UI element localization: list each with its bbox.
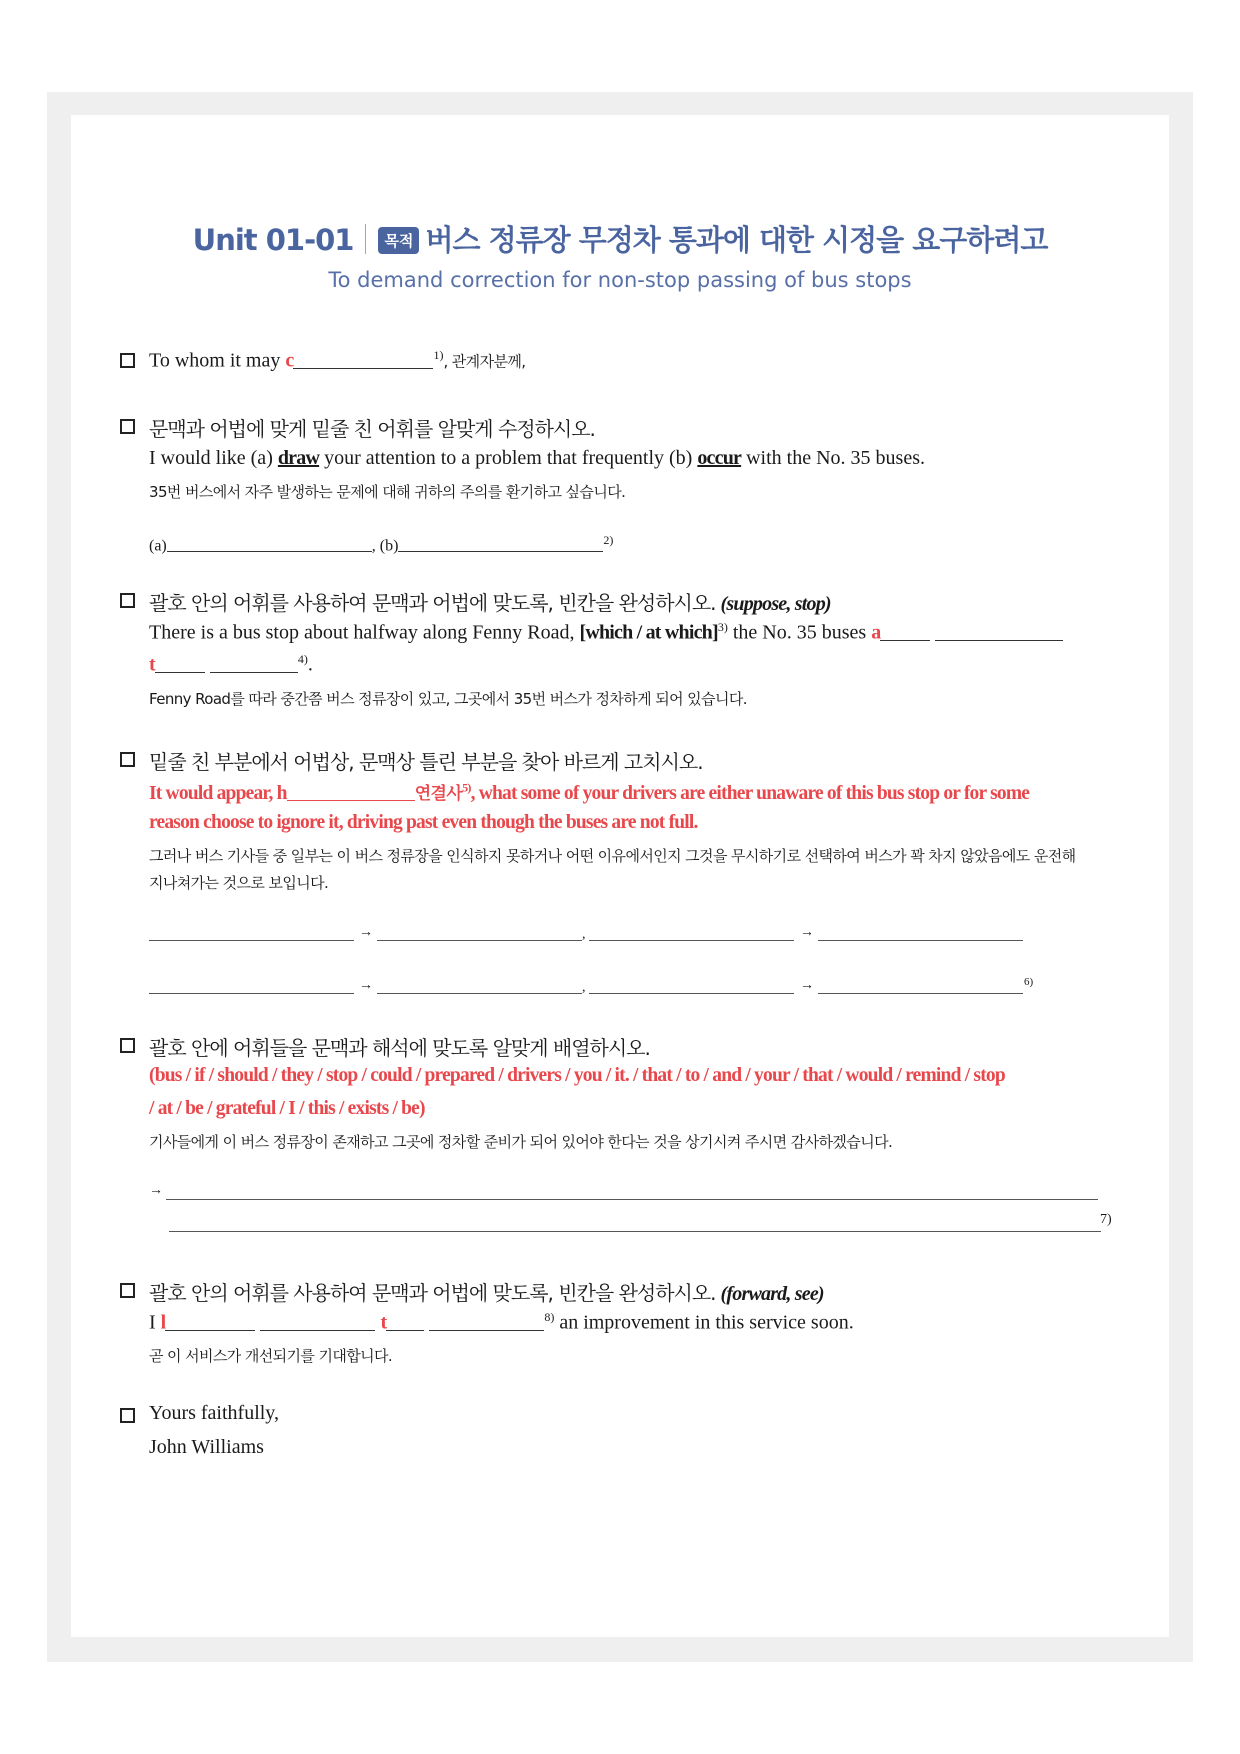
text-span: , what some of your drivers are either unaware of this bus stop or for some — [470, 783, 1030, 804]
q4-sentence — [149, 779, 1029, 805]
text-span: 1) — [433, 348, 444, 362]
text-span: a — [871, 621, 881, 644]
answer-line[interactable] — [589, 993, 794, 994]
answer-blank[interactable] — [165, 1312, 255, 1331]
title-divider — [365, 224, 366, 254]
title-korean: 버스 정류장 무정차 통과에 대한 시정을 요구하려고 — [425, 223, 1048, 257]
text-span: (forward, see) — [720, 1283, 824, 1305]
text-span: . — [307, 653, 313, 676]
answer-blank[interactable] — [260, 1312, 375, 1331]
answer-line[interactable] — [166, 1199, 1098, 1200]
answer-blank-b[interactable] — [398, 536, 603, 552]
q4-instruction: 밑줄 친 부분에서 어법상, 문맥상 틀린 부분을 찾아 바르게 고치시오. — [149, 750, 703, 774]
purpose-badge: 목적 — [378, 227, 419, 254]
q3-sentence-cont — [149, 652, 313, 677]
q2-translation: 35번 버스에서 자주 발생하는 문제에 대해 귀하의 주의를 환기하고 싶습니다. — [149, 483, 626, 501]
q5-word-bank: (bus / if / should / they / stop / could / prepared / drivers / you / it. / that / to / and / your / that / would / remind / stop — [149, 1065, 1005, 1086]
answer-line[interactable] — [169, 1231, 1101, 1232]
answer-blank[interactable] — [287, 782, 415, 801]
q4-translation-2: 지나쳐가는 것으로 보입니다. — [149, 874, 329, 892]
arrow-icon: → — [359, 925, 373, 940]
underlined-word: occur — [697, 447, 742, 469]
text-span: , 관계자분께, — [443, 352, 526, 371]
q4-translation-1: 그러나 버스 기사들 중 일부는 이 버스 정류장을 인식하지 못하거나 어떤 이유에서인지 그것을 무시하기로 선택하여 버스가 꽉 차지 않았음에도 운전해 — [149, 847, 1076, 865]
q6-sentence — [149, 1310, 854, 1335]
answer-line[interactable] — [377, 993, 582, 994]
text-span: 6) — [1024, 976, 1034, 988]
text-span: , (b) — [371, 537, 399, 555]
answer-blank[interactable] — [155, 654, 205, 673]
answer-line[interactable] — [149, 993, 354, 994]
text-span: 4) — [297, 652, 308, 666]
checkbox-icon — [120, 752, 135, 767]
text-span: 5) — [462, 780, 471, 795]
answer-blank[interactable] — [429, 1312, 544, 1331]
q6-instruction — [149, 1277, 824, 1306]
checkbox-icon — [120, 1038, 135, 1053]
hint-letter: c — [285, 349, 294, 372]
text-span: , — [582, 980, 586, 995]
text-span: l — [160, 1311, 166, 1334]
q5-instruction: 괄호 안에 어휘들을 문맥과 해석에 맞도록 알맞게 배열하시오. — [149, 1036, 650, 1060]
q3-instruction — [149, 587, 831, 616]
checkbox-icon — [120, 593, 135, 608]
q5-word-bank-cont: / at / be / grateful / I / this / exists / be) — [149, 1098, 425, 1119]
checkbox-icon — [120, 1283, 135, 1298]
text-span: I would like (a) — [149, 447, 278, 469]
text-span: 괄호 안의 어휘를 사용하여 문맥과 어법에 맞도록, 빈칸을 완성하시오. — [149, 1281, 716, 1305]
signature-name: John Williams — [149, 1436, 264, 1458]
answer-blank[interactable] — [935, 622, 1063, 641]
arrow-icon: → — [149, 1183, 163, 1198]
q6-translation: 곧 이 서비스가 개선되기를 기대합니다. — [149, 1347, 393, 1365]
answer-blank[interactable] — [880, 622, 930, 641]
text-span: t — [149, 653, 155, 676]
answer-blank[interactable] — [210, 654, 298, 673]
underlined-word: draw — [277, 447, 320, 469]
answer-line[interactable] — [818, 940, 1023, 941]
closing-line: Yours faithfully, — [149, 1402, 280, 1424]
text-span: t — [380, 1311, 387, 1334]
answer-line[interactable] — [818, 993, 1023, 994]
choice-bracket: [which / at which] — [579, 621, 718, 644]
checkbox-icon — [120, 1408, 135, 1423]
text-span: (a) — [149, 537, 167, 555]
text-span: 7) — [1100, 1212, 1112, 1227]
q2-instruction: 문맥과 어법에 맞게 밑줄 친 어휘를 알맞게 수정하시오. — [149, 417, 595, 441]
text-span: 8) — [544, 1310, 555, 1324]
text-span: the No. 35 buses — [727, 621, 872, 644]
arrow-icon: → — [359, 978, 373, 993]
q3-translation: Fenny Road를 따라 중간쯤 버스 정류장이 있고, 그곳에서 35번 버스가 정차하게 되어 있습니다. — [149, 690, 747, 708]
q2-sentence — [149, 447, 925, 470]
text-span: (suppose, stop) — [720, 593, 831, 615]
answer-blank-a[interactable] — [167, 536, 372, 552]
text-span: 2) — [603, 533, 614, 547]
answer-blank[interactable] — [293, 350, 433, 369]
text-span: 3) — [717, 620, 728, 634]
text-span: 괄호 안의 어휘를 사용하여 문맥과 어법에 맞도록, 빈칸을 완성하시오. — [149, 591, 716, 615]
checkbox-icon — [120, 419, 135, 434]
text-span: It would appear, h — [149, 783, 287, 804]
answer-line[interactable] — [589, 940, 794, 941]
text-span: 연결사 — [414, 784, 463, 804]
q4-sentence-cont: reason choose to ignore it, driving past even though the buses are not full. — [149, 812, 698, 833]
q1-line — [149, 348, 525, 373]
answer-line[interactable] — [149, 940, 354, 941]
text-span: an improvement in this service soon. — [554, 1311, 854, 1334]
checkbox-icon — [120, 353, 135, 368]
answer-line[interactable] — [377, 940, 582, 941]
unit-label: Unit 01-01 — [192, 223, 354, 257]
text-span: To whom it may — [149, 349, 286, 372]
text-span: I — [149, 1311, 161, 1334]
q3-sentence — [149, 620, 1063, 645]
text-span: your attention to a problem that frequently (b) — [319, 447, 698, 469]
text-span: There is a bus stop about halfway along Fenny Road, — [149, 621, 580, 644]
text-span: with the No. 35 buses. — [741, 447, 925, 469]
page-title — [0, 218, 1240, 259]
page-subtitle: To demand correction for non-stop passing of bus stops — [328, 268, 912, 292]
answer-blank[interactable] — [386, 1312, 424, 1331]
arrow-icon: → — [800, 925, 814, 940]
q5-translation: 기사들에게 이 버스 정류장이 존재하고 그곳에 정차할 준비가 되어 있어야 한다는 것을 상기시켜 주시면 감사하겠습니다. — [149, 1133, 893, 1151]
text-span: , — [582, 927, 586, 942]
q2-answer-line — [149, 533, 613, 555]
arrow-icon: → — [800, 978, 814, 993]
